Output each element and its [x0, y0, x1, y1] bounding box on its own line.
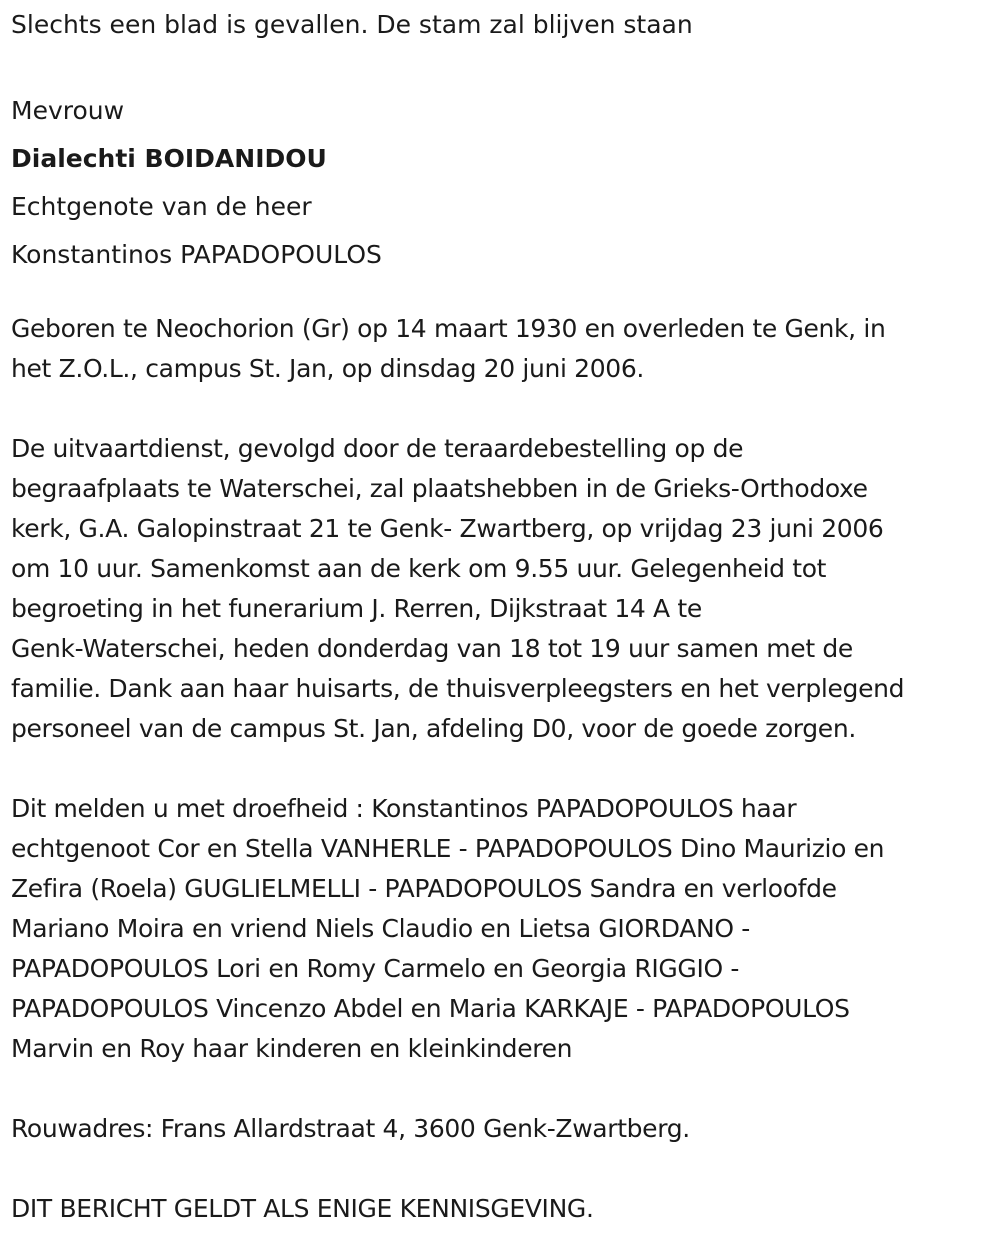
spacer: [11, 1149, 991, 1189]
obituary-notice: [11, 0, 991, 1229]
address-line: Rouwadres: Frans Allardstraat 4, 3600 Genk-Zwartberg.: [11, 1114, 690, 1143]
deceased-name: Dialechti BOIDANIDOU: [11, 144, 327, 173]
spacer: [11, 1069, 991, 1109]
title-word: Mevrouw: [11, 96, 125, 125]
spacer: [11, 279, 991, 309]
funeral-paragraph: De uitvaartdienst, gevolgd door de teraardebestelling op de begraafplaats te Waterschei, zal plaatshebben in de Grieks-Orthodoxe kerk, G.A. Galopinstraat 21 te Genk- Zwartberg, op vrijdag 23 juni 2006 om 10 uur. Samenkomst aan de kerk om 9.55 uur. Gelegenheid tot begroeting in het funerarium J. Rerren, Dijkstraat 14 A te Genk-Waterschei, heden donderdag van 18 tot 19 uur samen met de familie. Dank aan haar huisarts, de thuisverpleegsters en het verplegend personeel van de campus St. Jan, afdeling D0, voor de goede zorgen.: [11, 434, 905, 743]
motto-text: Slechts een blad is gevallen. De stam zal blijven staan: [11, 10, 693, 39]
family-paragraph: Dit melden u met droefheid : Konstantinos PAPADOPOULOS haar echtgenoot Cor en Stella VANHERLE - PAPADOPOULOS Dino Maurizio en Zefira (Roela) GUGLIELMELLI - PAPADOPOULOS Sandra en verloofde Mariano Moira en vriend Niels Claudio en Lietsa GIORDANO - PAPADOPOULOS Lori en Romy Carmelo en Georgia RIGGIO - PAPADOPOULOS Vincenzo Abdel en Maria KARKAJE - PAPADOPOULOS Marvin en Roy haar kinderen en kleinkinderen: [11, 794, 885, 1063]
spacer: [11, 389, 991, 429]
notice-line: DIT BERICHT GELDT ALS ENIGE KENNISGEVING.: [11, 1194, 594, 1223]
spacer: [11, 749, 991, 789]
spouse-line-1: Echtgenote van de heer: [11, 192, 312, 221]
birth-death-paragraph: Geboren te Neochorion (Gr) op 14 maart 1930 en overleden te Genk, in het Z.O.L., campus St. Jan, op dinsdag 20 juni 2006.: [11, 314, 886, 383]
spacer: [11, 45, 991, 85]
spouse-line-2: Konstantinos PAPADOPOULOS: [11, 240, 382, 269]
